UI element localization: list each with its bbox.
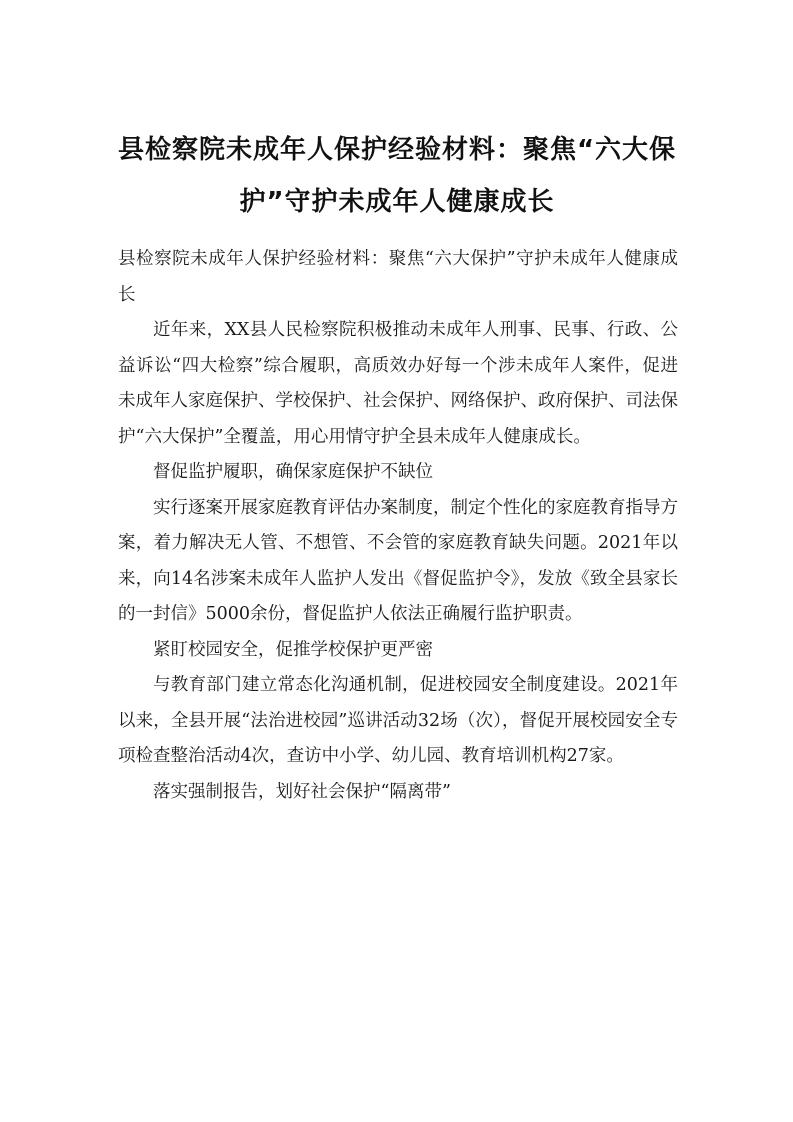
section-heading-family-protection: 督促监护履职，确保家庭保护不缺位 bbox=[153, 462, 433, 482]
body-paragraph: 与教育部门建立常态化沟通机制，促进校园安全制度建设。2021年以来，全县开展“法治进校园”巡讲活动32场（次），督促开展校园安全专项检查整治活动4次，查访中小学、幼儿园、教育培训机构27家。 bbox=[118, 675, 678, 766]
section-heading-social-protection: 落实强制报告，划好社会保护“隔离带” bbox=[153, 781, 451, 802]
section-heading-school-protection: 紧盯校园安全，促推学校保护更严密 bbox=[153, 639, 433, 660]
body-paragraph: 近年来，XX县人民检察院积极推动未成年人刑事、民事、行政、公益诉讼“四大检察”综合履职，高质效办好每一个涉未成年人案件，促进未成年人家庭保护、学校保护、社会保护、网络保护、政府保护、司法保护“六大保护”全覆盖，用心用情守护全县未成年人健康成长。 bbox=[118, 320, 678, 447]
document-body bbox=[118, 242, 678, 810]
document-title: 县检察院未成年人保护经验材料：聚焦“六大保护”守护未成年人健康成长 bbox=[117, 135, 677, 217]
body-paragraph: 实行逐案开展家庭教育评估办案制度，制定个性化的家庭教育指导方案，着力解决无人管、不想管、不会管的家庭教育缺失问题。2021年以来，向14名涉案未成年人监护人发出《督促监护令》，发放《致全县家长的一封信》5000余份，督促监护人依法正确履行监护职责。 bbox=[118, 497, 678, 624]
intro-paragraph: 县检察院未成年人保护经验材料：聚焦“六大保护”守护未成年人健康成长 bbox=[118, 249, 678, 305]
